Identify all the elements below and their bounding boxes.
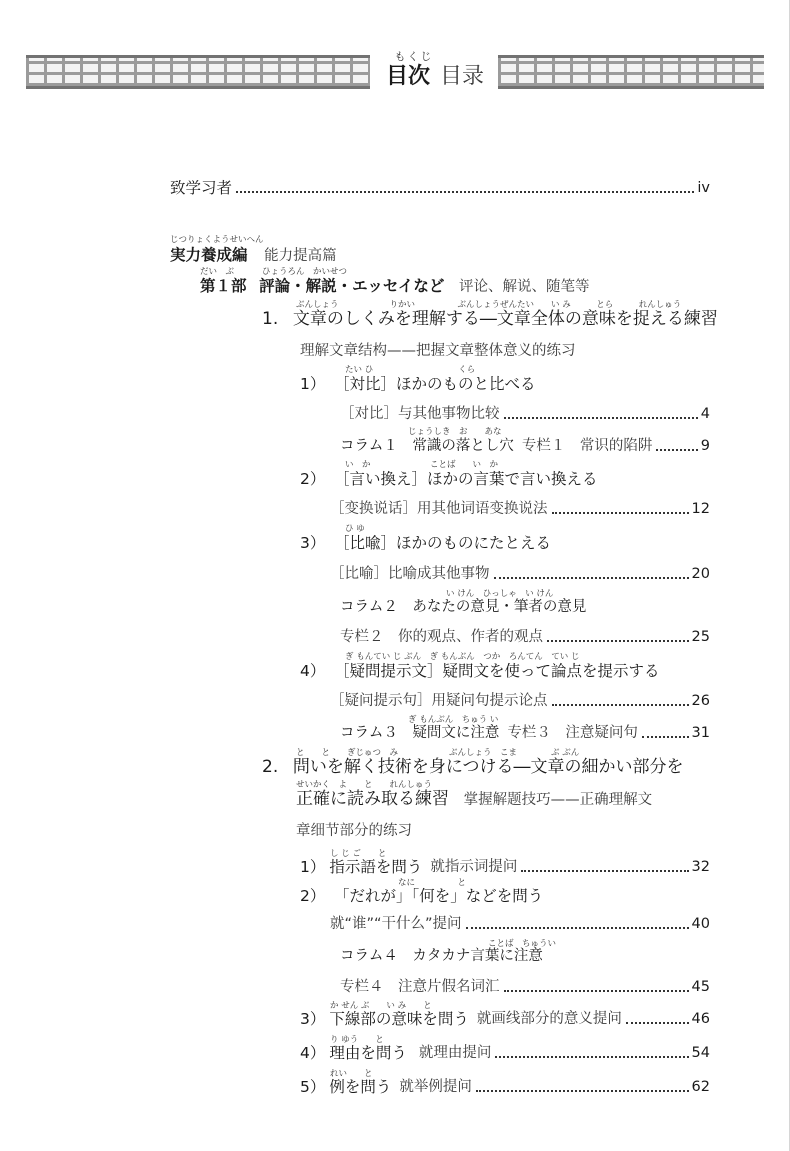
toc-entry[interactable]	[340, 977, 710, 997]
leader-dots	[521, 870, 688, 872]
item-jp: 指示語を問う	[329, 858, 423, 876]
chapter-2-cn-2: 章细节部分的练习	[296, 823, 412, 839]
part-label: 評論・解説・エッセイなど	[259, 277, 445, 295]
entry-cn: ［对比］与其他事物比较	[340, 406, 500, 422]
chapter-2-heading	[262, 757, 684, 778]
chapter-2-ruby-1: と と ぎじゅつ み ぶんしょう こま ぶ ぶん	[296, 748, 580, 758]
page-number: 4	[700, 406, 710, 422]
chapter-2-ruby-2: せいかく よ と れんしゅう	[296, 780, 433, 790]
item-jp: ［言い換え］ほかの言葉で言い換える	[333, 470, 598, 488]
part-num-ruby: だい ぶ	[200, 267, 235, 277]
page-title	[378, 50, 492, 91]
item-jp: 例を問う	[329, 1078, 392, 1096]
toc-entry[interactable]	[300, 374, 536, 395]
chapter-1-cn: 理解文章结构——把握文章整体意义的练习	[300, 343, 576, 359]
entry-cn: ［比喻］比喻成其他事物	[330, 566, 490, 582]
entry-cn: 专栏１ 常识的陷阱	[521, 438, 653, 454]
section-ruby: じつりょくようせいへん	[170, 235, 264, 245]
leader-dots	[552, 512, 689, 514]
page-number: 40	[691, 916, 710, 932]
toc-entry[interactable]	[300, 886, 543, 907]
header-ornament-left	[26, 55, 370, 89]
page-number: 9	[700, 438, 710, 454]
chapter-1-ruby: ぶんしょう りかい ぶんしょうぜんたい い み とら れんしゅう	[296, 300, 682, 310]
leader-dots	[236, 191, 694, 193]
item-ruby: ことば ちゅうい	[488, 939, 557, 949]
chapter-2-cn-1: 掌握解题技巧——正确理解文	[463, 792, 653, 808]
toc-entry[interactable]	[330, 499, 710, 519]
entry-cn: 就举例提问	[399, 1079, 472, 1095]
page-number: iv	[697, 180, 710, 196]
leader-dots	[504, 990, 689, 992]
entry-label: 致学习者	[170, 179, 233, 197]
item-ruby: なに と	[398, 878, 467, 888]
page-number: 45	[691, 979, 710, 995]
toc-entry[interactable]	[300, 857, 710, 877]
item-jp: ［比喩］ほかのものにたとえる	[333, 534, 551, 552]
item-ruby: ぎ もんぶん ちゅう い	[408, 715, 499, 725]
entry-cn: 专栏２ 你的观点、作者的观点	[340, 629, 543, 645]
item-num: 2）	[300, 887, 326, 905]
page-number: 46	[691, 1011, 710, 1027]
toc-entry[interactable]	[330, 564, 710, 584]
page-number: 62	[691, 1079, 710, 1095]
item-num: 1）	[300, 858, 326, 876]
item-jp: ［対比］ほかのものと比べる	[333, 375, 536, 393]
item-ruby: たい ひ くら	[345, 365, 476, 375]
item-num: 5）	[300, 1078, 326, 1096]
toc-entry[interactable]	[300, 1043, 710, 1063]
entry-cn: ［疑问提示句］用疑问句提示论点	[330, 693, 548, 709]
page-number: 20	[691, 566, 710, 582]
toc-entry-preface[interactable]	[170, 178, 710, 198]
chapter-title-1: 問いを解く技術を身につける―文章の細かい部分を	[292, 757, 684, 777]
item-ruby: り ゆう と	[330, 1035, 384, 1045]
toc-entry[interactable]	[340, 627, 710, 647]
leader-dots	[494, 577, 689, 579]
entry-cn: 就“谁”“干什么”提问	[330, 916, 462, 932]
title-ruby: もくじ	[394, 50, 434, 63]
page-number: 12	[691, 501, 710, 517]
page-number: 25	[691, 629, 710, 645]
item-ruby: ぎ もんてい じ ぶん ぎ もんぶん つか ろんてん てい じ	[345, 652, 580, 662]
entry-cn: 专栏４ 注意片假名词汇	[340, 979, 500, 995]
section-heading	[170, 245, 337, 266]
section-cn: 能力提高篇	[264, 248, 337, 264]
entry-jp: コラム３ 疑問文に注意	[340, 725, 500, 741]
title-jp: 目次	[385, 64, 430, 89]
entry-cn: 专栏３ 注意疑问句	[507, 725, 638, 741]
item-num: 3）	[300, 1010, 326, 1028]
toc-entry[interactable]	[340, 597, 586, 617]
entry-cn: 就画线部分的意义提问	[476, 1011, 622, 1027]
toc-entry[interactable]	[300, 661, 660, 682]
toc-entry[interactable]	[340, 436, 710, 456]
toc-entry[interactable]	[330, 914, 710, 934]
entry-cn: 就指示词提问	[430, 859, 518, 875]
leader-dots	[476, 1090, 689, 1092]
part-cn: 评论、解说、随笔等	[458, 279, 590, 295]
toc-entry[interactable]	[300, 533, 551, 554]
entry-jp: コラム４ カタカナ言葉に注意	[340, 948, 543, 964]
page-number: 54	[691, 1045, 710, 1061]
toc-entry[interactable]	[340, 723, 710, 743]
part-num: 第１部	[200, 277, 247, 295]
toc-entry[interactable]	[340, 946, 543, 966]
chapter-title: 文章のしくみを理解する―文章全体の意味を捉える練習	[292, 309, 718, 329]
title-cn: 目录	[440, 64, 485, 89]
item-ruby: れい と	[330, 1069, 373, 1079]
toc-entry[interactable]	[300, 1077, 710, 1097]
leader-dots	[642, 736, 689, 738]
item-ruby: い けん ひっしゃ い けん	[446, 589, 554, 599]
chapter-num: 2.	[262, 757, 279, 777]
entry-jp: コラム２ あなたの意見・筆者の意見	[340, 599, 587, 615]
page-number: 32	[691, 859, 710, 875]
leader-dots	[626, 1022, 689, 1024]
entry-cn: 就理由提问	[418, 1045, 492, 1061]
chapter-1-heading	[262, 309, 718, 330]
item-jp: 下線部の意味を問う	[329, 1010, 469, 1028]
leader-dots	[552, 704, 689, 706]
leader-dots	[547, 640, 689, 642]
header-ornament-right	[498, 55, 764, 89]
toc-entry[interactable]	[300, 469, 598, 490]
toc-entry[interactable]	[340, 404, 710, 424]
item-jp: 「だれが」「何を」などを問う	[333, 887, 544, 905]
item-ruby: じょうしき お あな	[408, 427, 502, 437]
part-heading	[200, 276, 589, 297]
part-label-ruby: ひょうろん かいせつ	[262, 267, 348, 277]
page-number: 26	[691, 693, 710, 709]
leader-dots	[656, 449, 697, 451]
chapter-num: 1.	[262, 309, 279, 329]
item-num: 4）	[300, 1044, 326, 1062]
item-num: 1）	[300, 375, 326, 393]
chapter-2-heading-2	[296, 789, 652, 810]
item-ruby: い か ことば い か	[345, 460, 499, 470]
item-jp: 理由を問う	[329, 1044, 407, 1062]
chapter-title-2: 正確に読み取る練習	[296, 789, 449, 809]
leader-dots	[504, 417, 698, 419]
toc-entry[interactable]	[300, 1009, 710, 1029]
page-number: 31	[691, 725, 710, 741]
leader-dots	[495, 1056, 688, 1058]
item-num: 4）	[300, 662, 326, 680]
entry-cn: ［变换说话］用其他词语变换说法	[330, 501, 548, 517]
item-num: 3）	[300, 534, 326, 552]
toc-entry[interactable]	[330, 691, 710, 711]
entry-jp: コラム１ 常識の落とし穴	[340, 438, 514, 454]
item-ruby: し じ ご と	[330, 849, 387, 859]
item-jp: ［疑問提示文］疑問文を使って論点を提示する	[333, 662, 660, 680]
item-num: 2）	[300, 470, 326, 488]
item-ruby: ひ ゆ	[345, 524, 365, 534]
leader-dots	[466, 927, 689, 929]
section-label: 実力養成編	[170, 246, 248, 264]
item-ruby: か せん ぶ い み と	[330, 1001, 432, 1011]
